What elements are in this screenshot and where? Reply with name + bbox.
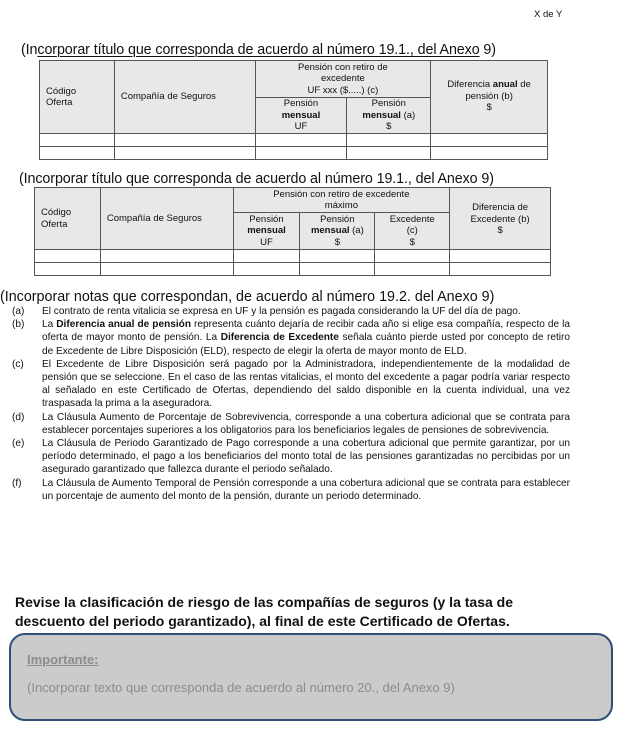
note-a: (a) El contrato de renta vitalicia se expresa en UF y la pensión es pagada considerando la UF del día de pago.	[12, 306, 521, 317]
offers-table-1	[39, 60, 548, 160]
table-row	[40, 134, 548, 147]
table-row	[40, 147, 548, 160]
table-row	[35, 250, 551, 263]
col-compania: Compañía de Seguros	[100, 188, 233, 250]
col-pension-mensual-pesos: Pensión mensual (a) $	[300, 213, 375, 250]
col-group-pension-retiro-maximo: Pensión con retiro de excedente máximo	[233, 188, 450, 213]
notes-list	[12, 305, 570, 503]
important-box	[9, 633, 613, 721]
important-heading: Importante:	[27, 652, 99, 667]
page-indicator: X de Y	[534, 9, 563, 20]
notes-title: (Incorporar notas que correspondan, de acuerdo al número 19.2. del Anexo 9)	[0, 289, 495, 305]
col-diferencia-excedente: Diferencia de Excedente (b) $	[450, 188, 551, 250]
note-c: (c) El Excedente de Libre Disposición será pagado por la Administradora, independientemente de la modalidad de pensión que se seleccione. En el caso de las rentas vitalicias, el monto del excedente a pagar podría variar respecto al señalado en este Certificado de Ofertas, dependiendo del saldo disponible en la cuenta individual, una vez traspasada la prima a la aseguradora.	[12, 358, 570, 410]
col-group-pension-retiro: Pensión con retiro de excedente UF xxx ($.....) (c)	[255, 61, 431, 98]
risk-classification-warning: Revise la clasificación de riesgo de las compañías de seguros (y la tasa de descuento del periodo garantizado), al final de este Certificado de Ofertas.	[15, 594, 513, 629]
note-e: (e) La Cláusula de Periodo Garantizado de Pago corresponde a una cobertura adicional que permite garantizar, por un período determinado, el pago a los beneficiarios del monto total de las pensiones garantizadas no percibidas por un asegurado garantizado que fallezca durante el periodo señalado.	[12, 438, 570, 476]
note-d: (d) La Cláusula Aumento de Porcentaje de Sobrevivencia, corresponde a una cobertura adicional que se contrata para establecer porcentajes superiores a los obligatorios para los beneficiarios legales de pensiones de sobrevivencia.	[12, 411, 570, 436]
col-excedente: Excedente (c) $	[375, 213, 450, 250]
col-diferencia-anual: Diferencia anual de pensión (b) $	[431, 61, 548, 134]
table1-title	[21, 42, 496, 58]
table2-title: (Incorporar título que corresponda de acuerdo al número 19.1., del Anexo 9)	[19, 171, 494, 187]
table1-title-main: corporar título que corresponda de acuerdo al número 19.1., del Anexo	[37, 42, 480, 58]
col-codigo-oferta: Código Oferta	[40, 61, 115, 134]
offers-table-2	[34, 187, 551, 276]
col-pension-mensual-uf: Pensión mensual UF	[233, 213, 300, 250]
table1-title-prefix: (In	[21, 42, 38, 58]
col-codigo-oferta: Código Oferta	[35, 188, 101, 250]
col-compania: Compañía de Seguros	[114, 61, 255, 134]
note-f: (f) La Cláusula de Aumento Temporal de Pensión corresponde a una cobertura adicional que se contrata para establecer un porcentaje de aumento del monto de la pensión, durante un periodo determinado.	[12, 477, 570, 502]
col-pension-mensual-uf: Pensión mensual UF	[255, 98, 347, 134]
important-body: (Incorporar texto que corresponda de acuerdo al número 20., del Anexo 9)	[27, 680, 455, 695]
col-pension-mensual-pesos: Pensión mensual (a) $	[347, 98, 431, 134]
table1-title-suffix: 9)	[479, 42, 496, 58]
note-b: (b) La Diferencia anual de pensión representa cuánto dejaría de recibir cada año si elige esa compañía, respecto de la oferta de mayor monto de pensión. La Diferencia de Excedente señala cuánto pierde usted por concepto de retiro de Excedente de Libre Disposición (ELD), respecto de elegir la oferta de mayor monto de ELD.	[12, 319, 571, 357]
table-row	[35, 263, 551, 276]
